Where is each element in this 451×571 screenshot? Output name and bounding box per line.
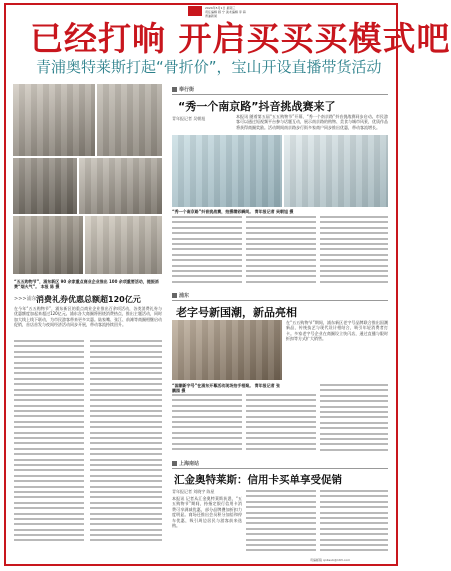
- story3-text-lines-c: [320, 490, 388, 554]
- main-headline: 已经打响 开启买买买模式吧: [30, 19, 451, 58]
- story1-photo-display: [284, 135, 388, 207]
- photo-mall-interior: [13, 84, 95, 156]
- photo-store-display: [85, 216, 162, 274]
- story1-photo-banner: [172, 135, 282, 207]
- story1-rule: [172, 94, 388, 95]
- photo-mall-atrium: [79, 158, 162, 214]
- masthead-editors: 责任编辑 顾 宁 美术编辑 李 海: [205, 10, 246, 14]
- story2-title: 老字号新国潮，新品亮相: [176, 306, 297, 319]
- story1-title: “秀一个南京路”抖音挑战赛来了: [178, 100, 336, 113]
- main-subhead: 青浦奥特莱斯打起“骨折价”，宝山开设直播带货活动: [36, 58, 382, 76]
- masthead-logo: [188, 6, 202, 16]
- story2-section-label: 浦东: [179, 293, 190, 299]
- section-marker-icon: [172, 293, 177, 298]
- story1-section-head: [172, 86, 194, 93]
- story3-rule: [172, 468, 388, 469]
- story2-text-lines-c: [320, 384, 388, 454]
- left-story-title: 消费礼券优惠总额超120亿元: [36, 295, 141, 304]
- left-column-text-lines-b: [90, 340, 162, 552]
- photo-street-scene: [13, 216, 83, 274]
- left-photo-caption: “五五购物节”，浦东新区 90 余家重点商业企业推出 100 余项重要活动，提振消费“烟火气”。 本报 陈 摄: [14, 279, 159, 289]
- story3-body: 本报讯 记者从汇金奥特莱斯获悉，“五五购物节”期间，持指定银行信用卡消费可享满减优惠，部分品牌叠加折扣力度明显。商场还推出会员积分加倍和停车优惠，吸引周边居民与游客前来选购。: [172, 496, 242, 529]
- story3-text-lines-b: [246, 490, 316, 554]
- story1-byline: 青年报记者 吴朝旭: [172, 116, 206, 121]
- left-section-tag: >>>浦东: [14, 296, 37, 302]
- story1-text-lines-c: [320, 216, 388, 286]
- masthead-date: 2024年5月1日 星期三: [205, 6, 236, 10]
- story1-text-lines-b: [246, 216, 316, 286]
- story1-photo-caption: “秀一个南京路”抖音挑战赛，拍摄精彩瞬间。 青年报记者 吴朝旭 摄: [172, 209, 294, 214]
- left-story-body: 在今年“五五购物节”，浦东新区的重点商业企业推出百余项活动，各类消费礼券与优惠额度加起来超过120亿元。浦东各大商圈将围绕消费热点，推出主题活动，同时加大线上线下联动，为市民游客带来更多实惠。陆家嘴、张江、前滩等商圈相继启动促销，首店首发与夜间经济活动同步开展，带动客流持续回升。: [14, 306, 162, 328]
- story2-photo-caption: “国潮新字号”在浦东开幕活动现场拍手相聚。 青年报记者 张鹏园 摄: [172, 383, 281, 393]
- story2-text-lines-b: [246, 394, 316, 454]
- photo-crowd: [13, 158, 77, 214]
- masthead-info: [205, 6, 305, 18]
- story2-text-lines-a: [172, 394, 242, 454]
- footer-email: 责编邮箱 qnbsub@163.com: [310, 558, 351, 562]
- story2-body: 在“五五购物节”期间，浦东新区老字号品牌联合推出国潮新品，传统技艺与现代设计相结合，吸引年轻消费者打卡。多家老字号企业在商圈设立快闪店，通过直播与限时折扣等方式扩大销售。: [286, 320, 388, 342]
- story2-section-head: [172, 292, 189, 299]
- section-marker-icon: [172, 461, 177, 466]
- photo-shop-front: [97, 84, 162, 156]
- story1-text-lines-a: [172, 216, 242, 286]
- story1-section-label: 奉行街: [179, 87, 195, 93]
- story2-rule: [172, 300, 388, 301]
- section-marker-icon: [172, 87, 177, 92]
- story3-section-head: [172, 460, 199, 467]
- story3-section-label: 上海南站: [179, 461, 200, 467]
- masthead-section: 青浦新闻: [205, 14, 218, 18]
- story3-title: 汇金奥特莱斯：信用卡买单享受促销: [174, 474, 342, 486]
- left-column-text-lines-a: [14, 340, 84, 552]
- story3-byline: 青年报记者 刘晓宇 陈星: [172, 489, 215, 494]
- story1-body: 本报讯 随着第五届“五五购物节”开幕，“秀一个南京路”抖音挑战赛同步启动。市民游客可以通过短视频平台参与话题互动，展示南京路的购物、美食与城市风景，优质作品将获得商圈奖励。活动期间南京路步行街多家商户同步推出优惠，带动客流增长。: [236, 114, 388, 130]
- story2-photo-event: [172, 320, 282, 380]
